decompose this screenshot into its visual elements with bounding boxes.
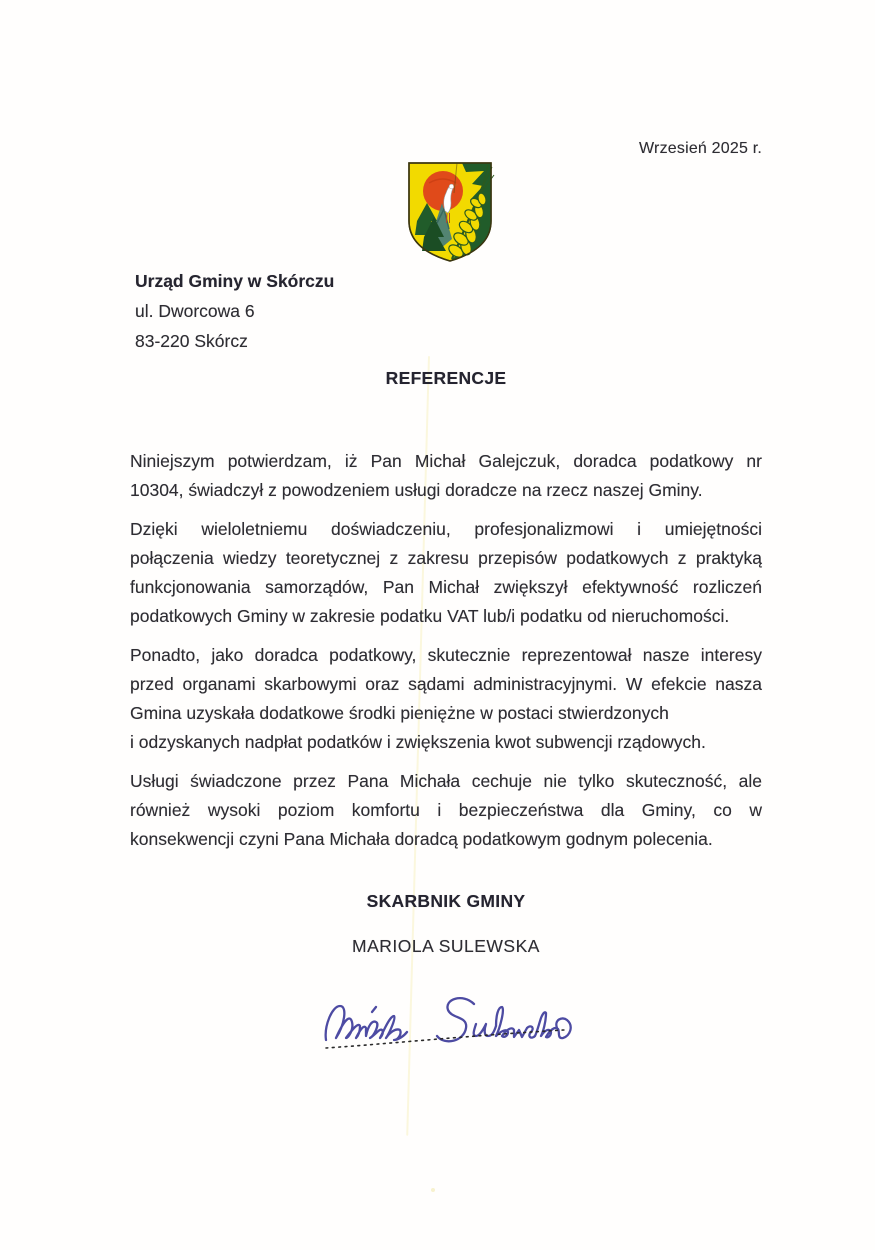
body-line: konsekwencji czyni Pana Michała doradcą podatkowym godnym polecenia. — [130, 829, 713, 849]
body-line: Ponadto, jako doradca podatkowy, skutecznie reprezentował nasze interesy — [130, 645, 762, 665]
letter-date: Wrzesień 2025 r. — [639, 140, 762, 157]
handwritten-signature — [316, 986, 578, 1064]
paragraph-4 — [130, 767, 762, 854]
body-line: połączenia wiedzy teoretycznej z zakresu przepisów podatkowych z praktyką — [130, 548, 762, 568]
body-line: Niniejszym potwierdzam, iż Pan Michał Galejczuk, doradca podatkowy nr — [130, 451, 762, 471]
sender-block — [135, 266, 334, 356]
body-line: funkcjonowania samorządów, Pan Michał zwiększył efektywność rozliczeń — [130, 577, 762, 597]
letter-body — [130, 447, 762, 864]
letter-title: REFERENCJE — [385, 368, 507, 388]
coat-of-arms-icon — [404, 158, 496, 266]
paragraph-2 — [130, 515, 762, 631]
coat-of-arms — [404, 158, 496, 266]
sender-street: ul. Dworcowa 6 — [135, 301, 255, 321]
body-line: Gmina uzyskała dodatkowe środki pieniężne w postaci stwierdzonych — [130, 703, 669, 723]
body-line: Usługi świadczone przez Pana Michała cechuje nie tylko skuteczność, ale — [130, 771, 762, 791]
sender-city: 83-220 Skórcz — [135, 331, 248, 351]
sender-name: Urząd Gminy w Skórczu — [135, 271, 335, 291]
paragraph-3 — [130, 641, 762, 757]
signatory-role: SKARBNIK GMINY — [366, 891, 526, 911]
body-line: również wysoki poziom komfortu i bezpieczeństwa dla Gminy, co w — [130, 800, 762, 820]
body-line: 10304, świadczył z powodzeniem usługi doradcze na rzecz naszej Gminy. — [130, 480, 703, 500]
signatory-name: MARIOLA SULEWSKA — [352, 936, 540, 956]
signature-ink-icon — [316, 986, 578, 1064]
scan-speck-artifact — [431, 1188, 435, 1192]
body-line: przed organami skarbowymi oraz sądami administracyjnymi. W efekcie nasza — [130, 674, 762, 694]
paragraph-1 — [130, 447, 762, 505]
body-line: i odzyskanych nadpłat podatków i zwiększenia kwot subwencji rządowych. — [130, 732, 706, 752]
body-line: Dzięki wieloletniemu doświadczeniu, profesjonalizmowi i umiejętności — [130, 519, 762, 539]
body-line: podatkowych Gminy w zakresie podatku VAT lub/i podatku od nieruchomości. — [130, 606, 730, 626]
